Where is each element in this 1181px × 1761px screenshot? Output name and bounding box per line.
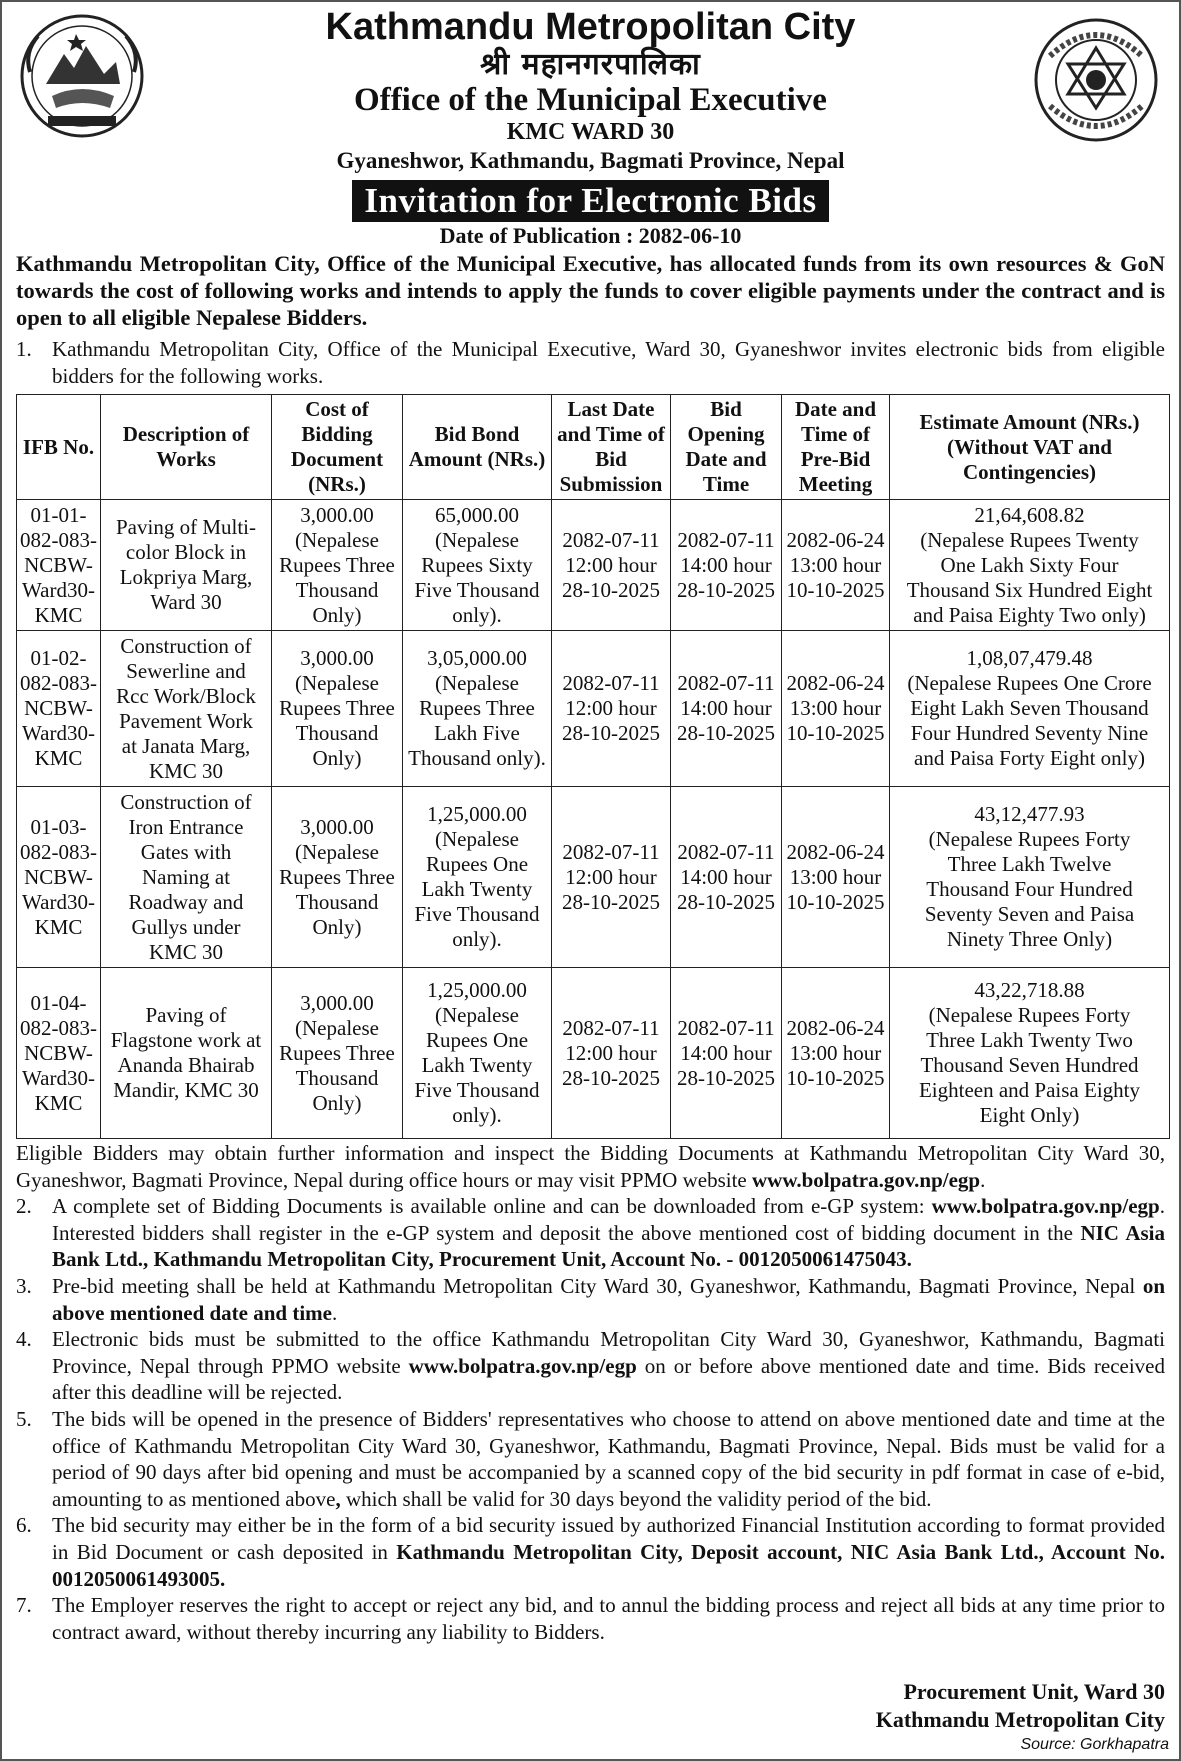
- col-opening-date: Bid Opening Date and Time: [671, 395, 782, 500]
- table-cell: 43,22,718.88 (Nepalese Rupees Forty Three Lakh Twenty Two Thousand Seven Hundred Eighteen and Paisa Eighty Eight Only): [890, 968, 1170, 1139]
- table-cell: Construction of Iron Entrance Gates with Naming at Roadway and Gullys under KMC 30: [101, 787, 272, 968]
- kmc-seal-icon: [1030, 16, 1162, 144]
- item-text: The Employer reserves the right to accept or reject any bid, and to annul the bidding process and reject all bids at any time prior to contract award, without thereby incurring any liability to Bidders.: [52, 1593, 1165, 1644]
- egp-link[interactable]: www.bolpatra.gov.np/egp: [931, 1194, 1160, 1219]
- item-6-text: The bid security may either be in the form of a bid security issued by authorized Financial Institution according to format provided in Bid Document or cash deposited in: [52, 1513, 1165, 1564]
- item-4-text-2: on or before above mentioned date and time. Bids received after this deadline will be rejected.: [52, 1353, 1165, 1405]
- table-cell: 43,12,477.93 (Nepalese Rupees Forty Three Lakh Twelve Thousand Four Hundred Seventy Seven and Paisa Ninety Three Only): [890, 787, 1170, 968]
- table-header-row: [17, 395, 1170, 500]
- list-item-1: [16, 336, 1165, 390]
- table-cell: 2082-07-11 12:00 hour 28-10-2025: [552, 631, 671, 787]
- item-number: 6.: [16, 1513, 32, 1538]
- deposit-account-text: Kathmandu Metropolitan City, Deposit account, NIC Asia Bank Ltd., Account No. 0012050061493005.: [52, 1539, 1165, 1591]
- table-cell: 3,000.00 (Nepalese Rupees Three Thousand Only): [272, 968, 403, 1139]
- signature-block: [876, 1678, 1165, 1734]
- list-item-5: [16, 1406, 1165, 1512]
- signature-line-1: Procurement Unit, Ward 30: [903, 1679, 1165, 1704]
- table-row: [17, 968, 1170, 1139]
- item-text: [52, 1273, 1165, 1326]
- list-item-6: [16, 1512, 1165, 1592]
- source-credit: Source: Gorkhapatra: [1020, 1736, 1169, 1753]
- intro-paragraph: Kathmandu Metropolitan City, Office of the Municipal Executive, has allocated funds from its own resources & GoN towards the cost of following works and intends to apply the funds to cover eligible payments under the contract and is open to all eligible Nepalese Bidders.: [16, 251, 1165, 330]
- after-table-paragraph: [16, 1140, 1165, 1193]
- table-cell: 2082-06-24 13:00 hour 10-10-2025: [782, 500, 890, 631]
- item-text: [52, 1406, 1165, 1512]
- table-cell: 1,25,000.00 (Nepalese Rupees One Lakh Twenty Five Thousand only).: [403, 968, 552, 1139]
- col-prebid-date: Date and Time of Pre-Bid Meeting: [782, 395, 890, 500]
- col-ifb-no: IFB No.: [17, 395, 101, 500]
- item-3-text: Pre-bid meeting shall be held at Kathmandu Metropolitan City Ward 30, Gyaneshwor, Kathmandu, Bagmati Province, Nepal: [52, 1273, 1143, 1298]
- col-estimate: Estimate Amount (NRs.) (Without VAT and Contingencies): [890, 395, 1170, 500]
- notice-header: [2, 2, 1179, 248]
- ppmo-link[interactable]: www.bolpatra.gov.np/egp: [751, 1167, 981, 1192]
- item-5-comma: ,: [335, 1486, 341, 1511]
- item-text: [52, 1512, 1165, 1592]
- item-number: 1.: [16, 337, 32, 361]
- col-description: Description of Works: [101, 395, 272, 500]
- table-cell: 2082-07-11 14:00 hour 28-10-2025: [671, 787, 782, 968]
- table-row: [17, 500, 1170, 631]
- item-5-text-1: The bids will be opened in the presence of Bidders' representatives who choose to attend on above mentioned date and time at the office of Kathmandu Metropolitan City Ward 30, Gyaneshwor, Kathmandu, Bagmati Province, Nepal. Bids must be valid for a period of 90 days after bid opening and must be accompanied by a scanned copy of the bid security in pdf format in case of e-bid, amounting to as mentioned above: [52, 1406, 1165, 1511]
- table-cell: Paving of Flagstone work at Ananda Bhairab Mandir, KMC 30: [101, 968, 272, 1139]
- list-item-4: [16, 1326, 1165, 1406]
- after-table-end: .: [980, 1167, 986, 1192]
- publication-date: Date of Publication : 2082-06-10: [439, 223, 742, 248]
- table-cell: 2082-07-11 12:00 hour 28-10-2025: [552, 787, 671, 968]
- item-number: 5.: [16, 1406, 32, 1431]
- table-row: [17, 787, 1170, 968]
- item-4-text-1: Electronic bids must be submitted to the office Kathmandu Metropolitan City Ward 30, Gyaneshwor, Kathmandu, Bagmati Province, Nepal through PPMO website: [52, 1327, 1165, 1378]
- col-last-date: Last Date and Time of Bid Submission: [552, 395, 671, 500]
- nepali-title: श्री महानगरपालिका: [480, 47, 701, 82]
- item-text: [52, 1193, 1165, 1273]
- table-cell: Paving of Multi- color Block in Lokpriya Marg, Ward 30: [101, 500, 272, 631]
- table-cell: 01-04- 082-083- NCBW- Ward30- KMC: [17, 968, 101, 1139]
- item-5-text-2: which shall be valid for 30 days beyond the validity period of the bid.: [340, 1486, 932, 1511]
- table-cell: 2082-07-11 12:00 hour 28-10-2025: [552, 500, 671, 631]
- signature-line-2: Kathmandu Metropolitan City: [875, 1707, 1165, 1732]
- list-item-7: [16, 1592, 1165, 1645]
- notice-body: [16, 1140, 1165, 1645]
- table-cell: 2082-07-11 12:00 hour 28-10-2025: [552, 968, 671, 1139]
- item-number: 7.: [16, 1593, 32, 1618]
- egp-link[interactable]: www.bolpatra.gov.np/egp: [408, 1353, 637, 1378]
- after-table-text: Eligible Bidders may obtain further information and inspect the Bidding Documents at Kathmandu Metropolitan City Ward 30, Gyaneshwor, Bagmati Province, Nepal during office hours or may visit PPMO website: [16, 1141, 1165, 1192]
- table-cell: 2082-06-24 13:00 hour 10-10-2025: [782, 968, 890, 1139]
- bids-table: [16, 394, 1170, 1139]
- bank-account-text: NIC Asia Bank Ltd., Kathmandu Metropolitan City, Procurement Unit, Account No. - 0012050061475043.: [52, 1220, 1165, 1272]
- table-cell: 1,25,000.00 (Nepalese Rupees One Lakh Twenty Five Thousand only).: [403, 787, 552, 968]
- col-bid-bond: Bid Bond Amount (NRs.): [403, 395, 552, 500]
- table-cell: 65,000.00 (Nepalese Rupees Sixty Five Thousand only).: [403, 500, 552, 631]
- table-cell: 01-01- 082-083- NCBW- Ward30- KMC: [17, 500, 101, 631]
- table-cell: Construction of Sewerline and Rcc Work/Block Pavement Work at Janata Marg, KMC 30: [101, 631, 272, 787]
- table-cell: 3,000.00 (Nepalese Rupees Three Thousand Only): [272, 787, 403, 968]
- office-address: Gyaneshwor, Kathmandu, Bagmati Province, Nepal: [336, 148, 845, 173]
- notice-banner: Invitation for Electronic Bids: [352, 180, 828, 222]
- table-cell: 2082-06-24 13:00 hour 10-10-2025: [782, 631, 890, 787]
- table-cell: 2082-07-11 14:00 hour 28-10-2025: [671, 500, 782, 631]
- list-item-3: [16, 1273, 1165, 1326]
- table-cell: 2082-07-11 14:00 hour 28-10-2025: [671, 968, 782, 1139]
- item-number: 2.: [16, 1194, 32, 1219]
- table-cell: 3,05,000.00 (Nepalese Rupees Three Lakh Five Thousand only).: [403, 631, 552, 787]
- item-2-text-2: . Interested bidders shall register in the e-GP system and deposit the above mentioned cost of bidding document in the: [52, 1194, 1165, 1245]
- item-3-end: .: [332, 1300, 338, 1325]
- city-title: Kathmandu Metropolitan City: [325, 6, 856, 48]
- item-2-text-1: A complete set of Bidding Documents is available online and can be downloaded from e-GP system:: [52, 1194, 932, 1219]
- table-cell: 21,64,608.82 (Nepalese Rupees Twenty One Lakh Sixty Four Thousand Six Hundred Eight and Paisa Eighty Two only): [890, 500, 1170, 631]
- table-row: [17, 631, 1170, 787]
- item-text: Kathmandu Metropolitan City, Office of the Municipal Executive, Ward 30, Gyaneshwor invites electronic bids from eligible bidders for the following works.: [52, 337, 1165, 388]
- list-item-2: [16, 1193, 1165, 1273]
- office-title: Office of the Municipal Executive: [354, 82, 827, 118]
- table-cell: 2082-06-24 13:00 hour 10-10-2025: [782, 787, 890, 968]
- nepal-emblem-icon: [16, 12, 148, 140]
- table-cell: 3,000.00 (Nepalese Rupees Three Thousand Only): [272, 631, 403, 787]
- table-cell: 01-02- 082-083- NCBW- Ward30- KMC: [17, 631, 101, 787]
- item-text: [52, 1326, 1165, 1406]
- table-cell: 2082-07-11 14:00 hour 28-10-2025: [671, 631, 782, 787]
- item-number: 3.: [16, 1273, 32, 1298]
- col-doc-cost: Cost of Bidding Document (NRs.): [272, 395, 403, 500]
- ward-title: KMC WARD 30: [506, 119, 675, 145]
- table-cell: 3,000.00 (Nepalese Rupees Three Thousand Only): [272, 500, 403, 631]
- table-cell: 01-03- 082-083- NCBW- Ward30- KMC: [17, 787, 101, 968]
- table-cell: 1,08,07,479.48 (Nepalese Rupees One Crore Eight Lakh Seven Thousand Four Hundred Seventy Nine and Paisa Forty Eight only): [890, 631, 1170, 787]
- item-number: 4.: [16, 1327, 32, 1352]
- item-3-bold: on above mentioned date and time: [52, 1273, 1165, 1325]
